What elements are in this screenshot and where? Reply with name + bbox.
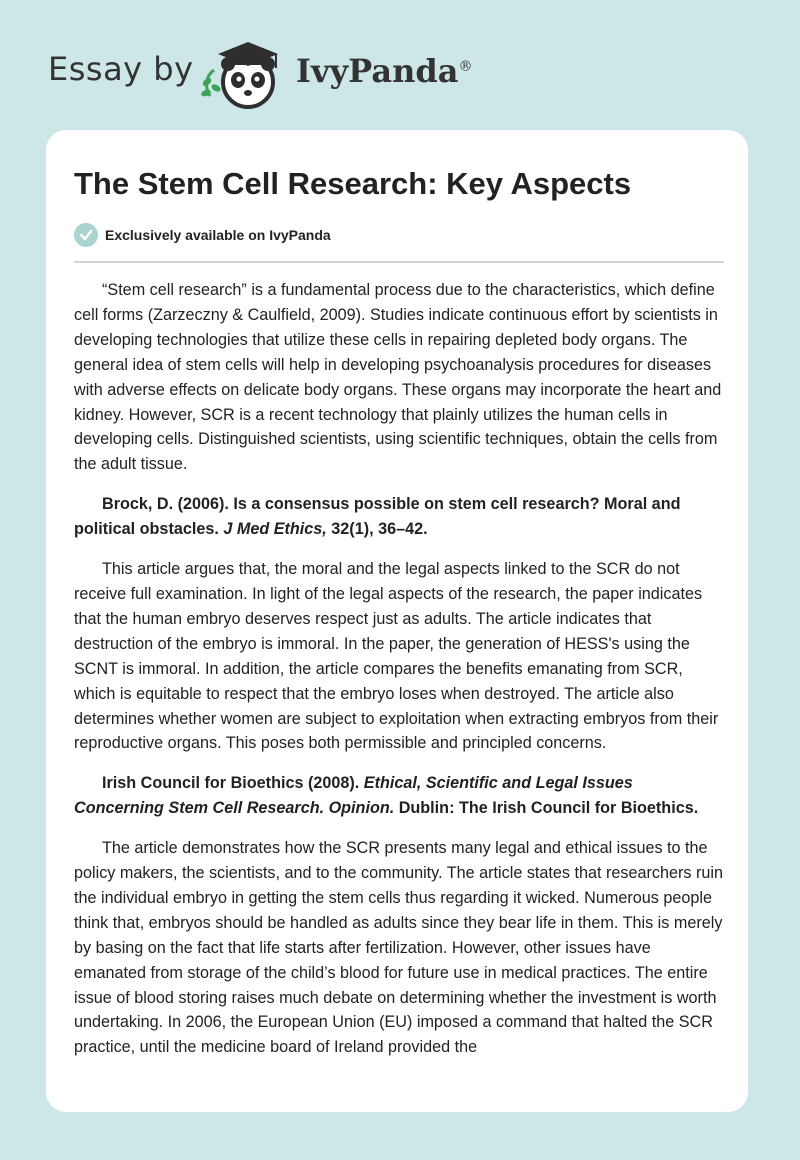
brand-name[interactable] [296,52,472,90]
reference-entry [74,492,724,542]
reference-text: Irish Council for Bioethics (2008). [102,774,364,793]
exclusive-badge-text: Exclusively available on IvyPanda [105,227,331,243]
reference-entry [74,771,724,821]
brand-name-text: IvyPanda [296,52,459,90]
divider [74,261,724,263]
reference-journal: Ethical, Scientific and Legal Issues Concerning Stem Cell Research. Opinion. [74,774,633,818]
page-title: The Stem Cell Research: Key Aspects [74,166,632,201]
essay-body [74,278,724,1075]
essay-by-label: Essay by [48,50,194,88]
exclusive-badge [74,222,331,248]
site-header [0,0,800,120]
body-paragraph: The article demonstrates how the SCR presents many legal and ethical issues to the policy makers, the scientists, and to the community. The article states that researchers ruin the individual embryo in getting the stem cells thus regarding it wicked. Numerous people think that, embryos should be handled as adults since they bear life in them. This is merely by basing on the fact that life starts after fertilization. However, other issues have emanated from storage of the child’s blood for future use in medical practices. The entire issue of blood storing raises much debate on determining whether the investment is worth undertaking. In 2006, the European Union (EU) imposed a command that halted the SCR practice, until the medicine board of Ireland provided the [74,839,723,1057]
registered-mark: ® [458,58,473,75]
reference-details: 32(1), 36–42. [326,520,428,539]
body-paragraph: “Stem cell research” is a fundamental process due to the characteristics, which define cell forms (Zarzeczny & Caulfield, 2009). Studies indicate continuous effort by scientists in developing technologies that utilize these cells in repairing depleted body organs. The general idea of stem cells will help in developing psychoanalysis procedures for diseases with adverse effects on delicate body organs. These organs may incorporate the heart and kidney. However, SCR is a recent technology that plainly utilizes the human cells in developing cells. Distinguished scientists, using scientific techniques, obtain the cells from the adult tissue. [74,281,722,474]
body-paragraph: This article argues that, the moral and the legal aspects linked to the SCR do not receive full examination. In light of the legal aspects of the research, the paper indicates that the human embryo deserves respect just as adults. The article indicates that destruction of the embryo is immoral. In the paper, the generation of HESS's using the SCNT is immoral. In addition, the article compares the benefits emanating from SCR, which is equitable to respect that the embryo loses when destroyed. The article also determines whether women are subject to exploitation when extracting embryos from their reproductive organs. This poses both permissible and principled concerns. [74,560,719,753]
check-circle-icon [74,223,98,247]
reference-text: Brock, D. (2006). Is a consensus possible on stem cell research? Moral and political obstacles. [74,495,681,539]
panda-logo-icon[interactable] [196,36,294,112]
reference-details: Dublin: The Irish Council for Bioethics. [394,799,699,818]
essay-card [46,130,748,1112]
reference-journal: J Med Ethics, [223,520,327,539]
